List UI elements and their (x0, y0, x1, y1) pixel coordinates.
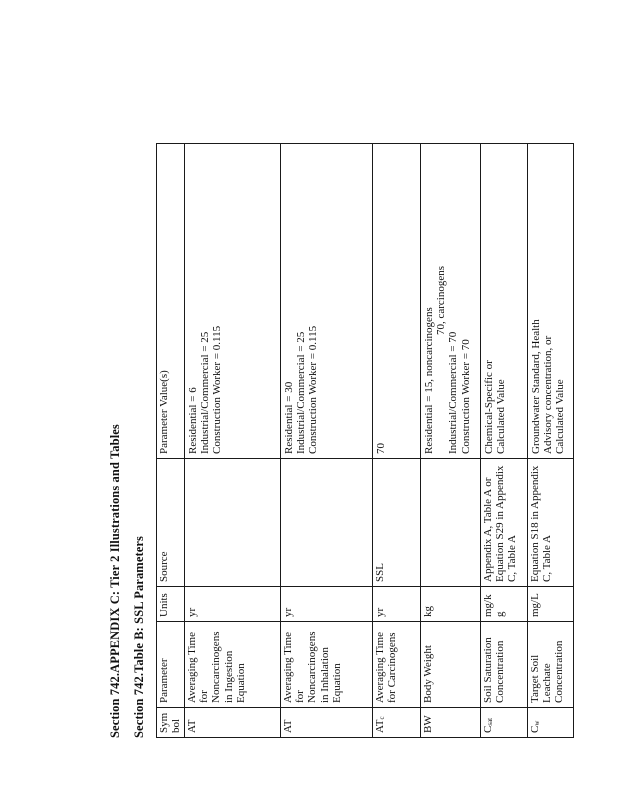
cell-source: SSL (372, 459, 420, 587)
table-row (420, 144, 480, 738)
cell-parameter: Averaging Time for Noncarcinogens in Inhalation Equation (280, 622, 372, 708)
cell-values: 70 (372, 144, 420, 459)
table-row (372, 144, 420, 738)
column-header-units: Units (157, 587, 185, 622)
cell-symbol: ATc (372, 708, 420, 738)
cell-source (280, 459, 372, 587)
cell-values: Residential = 15, noncarcinogens 70, carcinogens Industrial/Commercial = 70 Construction Worker = 70 (420, 144, 480, 459)
cell-units: yr (372, 587, 420, 622)
cell-values: Residential = 6 Industrial/Commercial = 25 Construction Worker = 0.115 (184, 144, 280, 459)
cell-values: Groundwater Standard, Health Advisory concentration, or Calculated Value (527, 144, 573, 459)
ssl-parameters-table (156, 143, 574, 738)
rotated-page (108, 138, 567, 738)
table-row (480, 144, 527, 738)
cell-symbol: Csat (480, 708, 527, 738)
column-header-parameter: Parameter (157, 622, 185, 708)
column-header-values: Parameter Value(s) (157, 144, 185, 459)
table-row (184, 144, 280, 738)
cell-symbol: AT (280, 708, 372, 738)
cell-symbol: AT (184, 708, 280, 738)
cell-values: Chemical-Specific or Calculated Value (480, 144, 527, 459)
cell-units: yr (184, 587, 280, 622)
cell-source (420, 459, 480, 587)
cell-units: mg/kg (480, 587, 527, 622)
cell-units: mg/L (527, 587, 573, 622)
cell-source: Appendix A, Table A or Equation S29 in Appendix C, Table A (480, 459, 527, 587)
table-header-row (157, 144, 185, 738)
cell-symbol: Cw (527, 708, 573, 738)
cell-source: Equation S18 in Appendix C, Table A (527, 459, 573, 587)
cell-parameter: Body Weight (420, 622, 480, 708)
table-row (280, 144, 372, 738)
cell-units: kg (420, 587, 480, 622)
cell-parameter: Averaging Time for Noncarcinogens in Ingestion Equation (184, 622, 280, 708)
table-title: Section 742.Table B: SSL Parameters (132, 536, 146, 738)
cell-parameter: Averaging Time for Carcinogens (372, 622, 420, 708)
cell-symbol: BW (420, 708, 480, 738)
column-header-symbol: Symbol (157, 708, 185, 738)
section-title: Section 742.APPENDIX C: Tier 2 Illustrations and Tables (108, 424, 122, 738)
cell-parameter: Soil Saturation Concentration (480, 622, 527, 708)
cell-parameter: Target Soil Leachate Concentration (527, 622, 573, 708)
table-row (527, 144, 573, 738)
column-header-source: Source (157, 459, 185, 587)
cell-units: yr (280, 587, 372, 622)
cell-values: Residential = 30 Industrial/Commercial = 25 Construction Worker = 0.115 (280, 144, 372, 459)
cell-source (184, 459, 280, 587)
